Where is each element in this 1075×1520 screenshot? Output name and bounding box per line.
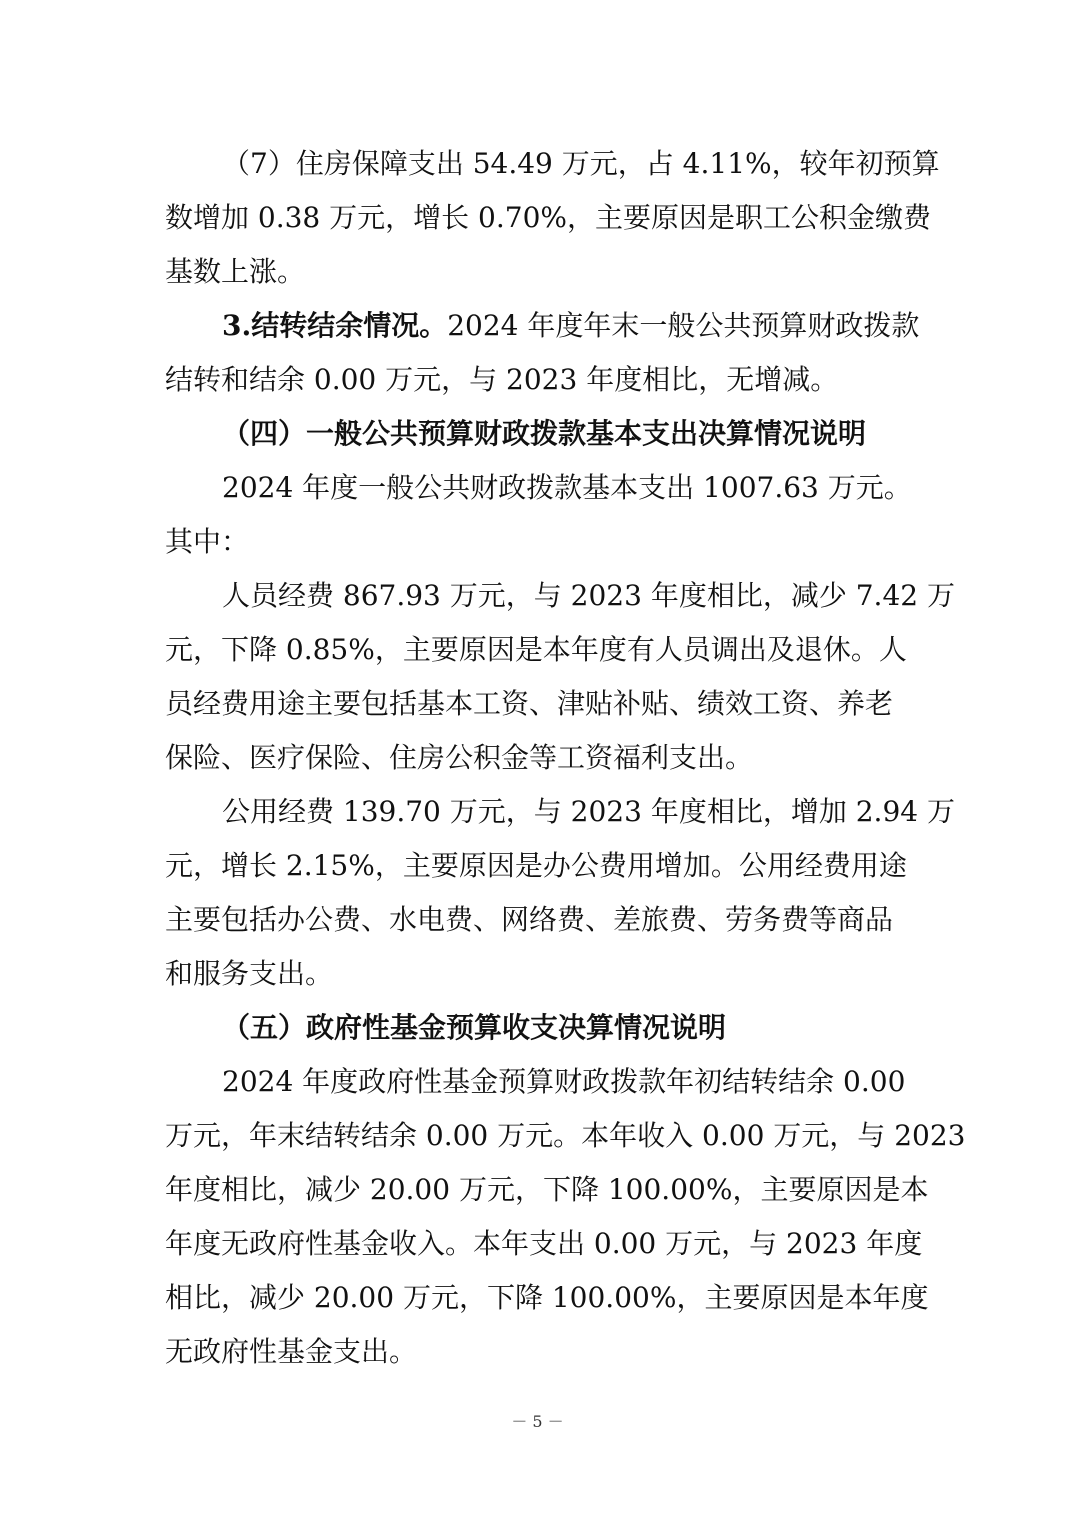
page-number: － 5 － <box>511 1412 564 1431</box>
line-fund-1: 2024 年度政府性基金预算财政拨款年初结转结余 0.00 <box>222 1065 906 1098</box>
line-fund-2: 万元，年末结转结余 0.00 万元。本年收入 0.00 万元，与 2023 <box>165 1119 966 1152</box>
line-personnel-1: 人员经费 867.93 万元，与 2023 年度相比，减少 7.42 万 <box>222 579 955 612</box>
line-housing-reason: 基数上涨。 <box>165 255 306 288</box>
line-public-4: 和服务支出。 <box>165 957 334 990</box>
carryover-label: 3.结转结余情况。 <box>222 309 448 342</box>
line-fund-5: 相比，减少 20.00 万元，下降 100.00%，主要原因是本年度 <box>165 1281 929 1314</box>
line-fund-6: 无政府性基金支出。 <box>165 1335 418 1368</box>
line-housing-expense: （7）住房保障支出 54.49 万元，占 4.11%，较年初预算 <box>222 147 940 180</box>
line-housing-increase: 数增加 0.38 万元，增长 0.70%，主要原因是职工公积金缴费 <box>165 201 931 234</box>
section-heading-4: （四）一般公共预算财政拨款基本支出决算情况说明 <box>222 417 867 450</box>
line-fund-3: 年度相比，减少 20.00 万元，下降 100.00%，主要原因是本 <box>165 1173 929 1206</box>
line-carryover-heading <box>222 306 919 346</box>
line-personnel-3: 员经费用途主要包括基本工资、津贴补贴、绩效工资、养老 <box>165 687 894 720</box>
line-personnel-4: 保险、医疗保险、住房公积金等工资福利支出。 <box>165 741 754 774</box>
line-public-1: 公用经费 139.70 万元，与 2023 年度相比，增加 2.94 万 <box>222 795 955 828</box>
line-fund-4: 年度无政府性基金收入。本年支出 0.00 万元，与 2023 年度 <box>165 1227 923 1260</box>
line-carryover-amount: 结转和结余 0.00 万元，与 2023 年度相比，无增减。 <box>165 363 839 396</box>
line-public-3: 主要包括办公费、水电费、网络费、差旅费、劳务费等商品 <box>165 903 894 936</box>
line-personnel-2: 元，下降 0.85%，主要原因是本年度有人员调出及退休。人 <box>165 633 907 666</box>
section-heading-5: （五）政府性基金预算收支决算情况说明 <box>222 1011 727 1044</box>
carryover-text: 2024 年度年末一般公共预算财政拨款 <box>447 309 920 342</box>
line-among: 其中： <box>165 525 250 558</box>
line-basic-expense: 2024 年度一般公共财政拨款基本支出 1007.63 万元。 <box>222 471 912 504</box>
line-public-2: 元，增长 2.15%，主要原因是办公费用增加。公用经费用途 <box>165 849 907 882</box>
